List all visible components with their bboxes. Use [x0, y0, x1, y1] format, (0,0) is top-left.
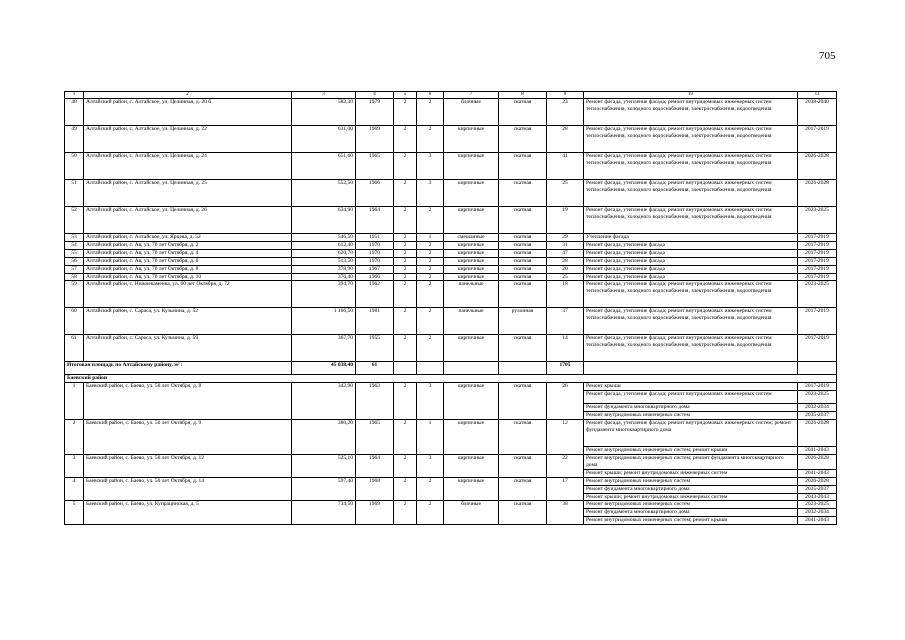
- year-cell: 1963: [356, 383, 394, 420]
- column-number-cell: 8: [499, 92, 547, 99]
- floors-cell: 2: [394, 153, 417, 180]
- floors-cell: 2: [394, 180, 417, 207]
- works-cell: Ремонт фасада, утепление фасада: [584, 273, 798, 281]
- year-cell: 1970: [356, 249, 394, 257]
- entrances-cell: 3: [417, 180, 444, 207]
- material-cell: кирпичные: [444, 454, 499, 477]
- entrances-cell: 2: [417, 335, 444, 362]
- period-cell: 2017-2019: [798, 257, 837, 265]
- works-cell: Ремонт внутридомовых инженерных систем: [584, 501, 798, 509]
- floors-cell: 2: [394, 454, 417, 477]
- address-cell: Алтайский район, с. Алтайское, ул. Целинная, д. 24: [84, 153, 292, 180]
- apartments-cell: 25: [547, 273, 584, 281]
- floors-cell: 2: [394, 241, 417, 249]
- row-number: 52: [65, 207, 84, 234]
- entrances-cell: 2: [417, 126, 444, 153]
- row-number: 57: [65, 265, 84, 273]
- address-cell: Алтайский район, с. Ая, ул. 70 лет Октября, д. 2: [84, 241, 292, 249]
- apartments-cell: 17: [547, 477, 584, 501]
- total-row: [65, 362, 837, 375]
- address-cell: Баевский район, с. Баево, ул. 50 лет Октября, д. 12: [84, 454, 292, 477]
- row-number: 4: [65, 477, 84, 501]
- roof-cell: скатная: [499, 454, 547, 477]
- column-number-cell: 11: [798, 92, 837, 99]
- roof-cell: скатная: [499, 249, 547, 257]
- works-cell: Утепление фасада: [584, 234, 798, 242]
- table-row: [65, 99, 837, 126]
- material-cell: кирпичные: [444, 126, 499, 153]
- apartments-cell: 25: [547, 180, 584, 207]
- year-cell: 1981: [356, 308, 394, 335]
- column-number-cell: 5: [394, 92, 417, 99]
- total-area: 45 038,40: [292, 362, 356, 375]
- floors-cell: 2: [394, 126, 417, 153]
- roof-cell: скатная: [499, 207, 547, 234]
- table-row: [65, 281, 837, 308]
- year-cell: 1965: [356, 420, 394, 455]
- apartments-cell: 38: [547, 501, 584, 525]
- period-cell: 2017-2019: [798, 273, 837, 281]
- year-cell: 1968: [356, 477, 394, 501]
- period-cell: 2017-2019: [798, 249, 837, 257]
- roof-cell: скатная: [499, 477, 547, 501]
- period-cell: 2043-2043: [798, 493, 837, 501]
- page-number: 705: [819, 50, 836, 62]
- row-number: 1: [65, 383, 84, 420]
- row-number: 55: [65, 249, 84, 257]
- material-cell: кирпичные: [444, 249, 499, 257]
- period-cell: 2023-2025: [798, 281, 837, 308]
- roof-cell: скатная: [499, 126, 547, 153]
- material-cell: кирпичные: [444, 335, 499, 362]
- material-cell: кирпичные: [444, 273, 499, 281]
- works-cell: Ремонт крыши; ремонт внутридомовых инженерных систем: [584, 469, 798, 477]
- period-cell: 2026-2028: [798, 477, 837, 485]
- area-cell: 378,90: [292, 265, 356, 273]
- area-cell: 634,90: [292, 207, 356, 234]
- period-cell: 2041-2043: [798, 447, 837, 455]
- year-cell: 1969: [356, 501, 394, 525]
- table-row: [65, 257, 837, 265]
- period-cell: 2035-2037: [798, 412, 837, 420]
- area-cell: 380,20: [292, 420, 356, 455]
- area-cell: 620,70: [292, 249, 356, 257]
- works-cell: Ремонт крыши: [584, 383, 798, 391]
- table-row: [65, 241, 837, 249]
- works-cell: Ремонт внутридомовых инженерных систем: [584, 477, 798, 485]
- works-cell: Ремонт фундамента многоквартирного дома: [584, 509, 798, 517]
- floors-cell: 2: [394, 383, 417, 420]
- floors-cell: 2: [394, 99, 417, 126]
- address-cell: Алтайский район, с. Алтайское, ул. Целинная, д. 22: [84, 126, 292, 153]
- works-cell: Ремонт фасада, утепление фасада; ремонт внутридомовых инженерных систем теплоснабжения, холодного водоснабжения, электроснабжения, водоотведения: [584, 335, 798, 362]
- works-cell: Ремонт фасада, утепление фасада; ремонт внутридомовых инженерных систем; ремонт фундамента многоквартирного дома: [584, 420, 798, 447]
- total-label: Итоговая площадь по Алтайскому району, м² :: [65, 362, 292, 375]
- period-cell: 2023-2025: [798, 207, 837, 234]
- period-cell: 2017-2019: [798, 241, 837, 249]
- table-row: [65, 126, 837, 153]
- period-cell: 2023-2025: [798, 391, 837, 404]
- row-number: 3: [65, 454, 84, 477]
- roof-cell: скатная: [499, 241, 547, 249]
- table-row: [65, 335, 837, 362]
- floors-cell: 2: [394, 501, 417, 525]
- year-cell: 1964: [356, 207, 394, 234]
- roof-cell: скатная: [499, 281, 547, 308]
- row-number: 51: [65, 180, 84, 207]
- entrances-cell: 2: [417, 501, 444, 525]
- address-cell: Алтайский район, с. Сараса, ул. Кузьмина, д. 52: [84, 308, 292, 335]
- entrances-cell: 2: [417, 207, 444, 234]
- floors-cell: 2: [394, 234, 417, 242]
- table-row: [65, 249, 837, 257]
- roof-cell: скатная: [499, 180, 547, 207]
- period-cell: 2026-2028: [798, 420, 837, 447]
- works-cell: Ремонт фасада, утепление фасада: [584, 241, 798, 249]
- works-cell: Ремонт внутридомовых инженерных систем; ремонт крыши: [584, 447, 798, 455]
- row-number: 2: [65, 420, 84, 455]
- material-cell: панельные: [444, 281, 499, 308]
- works-cell: Ремонт фасада, утепление фасада: [584, 249, 798, 257]
- material-cell: кирпичные: [444, 265, 499, 273]
- column-number-cell: 9: [547, 92, 584, 99]
- works-cell: Ремонт внутридомовых инженерных систем; ремонт фундамента многоквартирного дома: [584, 454, 798, 469]
- area-cell: 546,50: [292, 234, 356, 242]
- works-cell: Ремонт внутридомовых инженерных систем: [584, 412, 798, 420]
- period-cell: 2026-2028: [798, 153, 837, 180]
- roof-cell: скатная: [499, 99, 547, 126]
- year-cell: 1964: [356, 454, 394, 477]
- address-cell: Алтайский район, с. Сараса, ул. Кузьмина, д. 59: [84, 335, 292, 362]
- floors-cell: 2: [394, 477, 417, 501]
- works-cell: Ремонт крыши; ремонт внутридомовых инженерных систем: [584, 493, 798, 501]
- row-number: 56: [65, 257, 84, 265]
- material-cell: панельные: [444, 308, 499, 335]
- material-cell: смешанные: [444, 234, 499, 242]
- period-cell: 2017-2019: [798, 383, 837, 391]
- works-cell: Ремонт фундамента многоквартирного дома: [584, 404, 798, 412]
- works-cell: Ремонт фасада, утепление фасада; ремонт внутридомовых инженерных систем теплоснабжения, холодного водоснабжения, электроснабжения, водоотведения: [584, 180, 798, 207]
- row-number: 58: [65, 273, 84, 281]
- table-row: [65, 308, 837, 335]
- material-cell: кирпичные: [444, 257, 499, 265]
- works-cell: Ремонт фасада, утепление фасада: [584, 265, 798, 273]
- address-cell: Баевский район, с. Баево, ул. 50 лет Октября, д. 14: [84, 477, 292, 501]
- floors-cell: 2: [394, 257, 417, 265]
- column-number-cell: 7: [444, 92, 499, 99]
- area-cell: 1 166,50: [292, 308, 356, 335]
- period-cell: 2038-2040: [798, 99, 837, 126]
- entrances-cell: 2: [417, 257, 444, 265]
- year-cell: 1965: [356, 153, 394, 180]
- material-cell: кирпичные: [444, 420, 499, 455]
- address-cell: Алтайский район, с. Ая, ул. 70 лет Октября, д. 6: [84, 257, 292, 265]
- apartments-cell: 47: [547, 249, 584, 257]
- empty-cell: [417, 362, 444, 375]
- apartments-cell: 28: [547, 126, 584, 153]
- column-number-cell: 4: [356, 92, 394, 99]
- roof-cell: рулонная: [499, 308, 547, 335]
- year-cell: 1970: [356, 257, 394, 265]
- period-cell: 2032-2034: [798, 509, 837, 517]
- floors-cell: 2: [394, 420, 417, 455]
- table-row: [65, 207, 837, 234]
- total-houses: 61: [356, 362, 394, 375]
- period-cell: 2041-2043: [798, 469, 837, 477]
- apartments-cell: 23: [547, 99, 584, 126]
- column-number-cell: 2: [84, 92, 292, 99]
- period-cell: 2017-2019: [798, 265, 837, 273]
- works-cell: Ремонт фасада, утепление фасада; ремонт внутридомовых инженерных систем теплоснабжения, холодного водоснабжения, электроснабжения, водоотведения: [584, 99, 798, 126]
- entrances-cell: 2: [417, 308, 444, 335]
- address-cell: Алтайский район, с. Ая, ул. 70 лет Октября, д. 4: [84, 249, 292, 257]
- roof-cell: скатная: [499, 383, 547, 420]
- floors-cell: 2: [394, 265, 417, 273]
- roof-cell: скатная: [499, 257, 547, 265]
- roof-cell: скатная: [499, 501, 547, 525]
- material-cell: кирпичные: [444, 153, 499, 180]
- roof-cell: скатная: [499, 234, 547, 242]
- entrances-cell: 1: [417, 234, 444, 242]
- area-cell: 631,00: [292, 126, 356, 153]
- works-cell: Ремонт фасада, утепление фасада; ремонт внутридомовых инженерных систем теплоснабжения, холодного водоснабжения, электроснабжения, водоотведения: [584, 153, 798, 180]
- area-cell: 525,10: [292, 454, 356, 477]
- empty-cell: [499, 362, 547, 375]
- table-row: [65, 454, 837, 469]
- material-cell: блочные: [444, 501, 499, 525]
- total-apartments: 1705: [547, 362, 584, 375]
- apartments-cell: 12: [547, 420, 584, 455]
- address-cell: Баевский район, с. Баево, ул. 50 лет Октября, д. 8: [84, 383, 292, 420]
- area-cell: 582,30: [292, 99, 356, 126]
- apartments-cell: 19: [547, 207, 584, 234]
- works-cell: Ремонт фасада, утепление фасада: [584, 257, 798, 265]
- year-cell: 1969: [356, 126, 394, 153]
- row-number: 59: [65, 281, 84, 308]
- material-cell: блочные: [444, 99, 499, 126]
- address-cell: Алтайский район, с. Ая, ул. 70 лет Октября, д. 8: [84, 265, 292, 273]
- apartments-cell: 29: [547, 234, 584, 242]
- floors-cell: 2: [394, 273, 417, 281]
- row-number: 53: [65, 234, 84, 242]
- works-cell: Ремонт фасада, утепление фасада; ремонт внутридомовых инженерных систем теплоснабжения, холодного водоснабжения, электроснабжения, водоотведения: [584, 207, 798, 234]
- works-cell: Ремонт фасада, утепление фасада; ремонт внутридомовых инженерных систем теплоснабжения, холодного водоснабжения, электроснабжения, водоотведения: [584, 308, 798, 335]
- table-row: [65, 383, 837, 391]
- address-cell: Алтайский район, с. Алтайское, ул. Целинная, д. 26: [84, 207, 292, 234]
- table-row: [65, 420, 837, 447]
- empty-cell: [798, 362, 837, 375]
- entrances-cell: 2: [417, 281, 444, 308]
- entrances-cell: 2: [417, 241, 444, 249]
- works-cell: Ремонт фасада, утепление фасада; ремонт внутридомовых инженерных систем теплоснабжения, холодного водоснабжения, электроснабжения, водоотведения: [584, 281, 798, 308]
- column-number-cell: 10: [584, 92, 798, 99]
- row-number: 50: [65, 153, 84, 180]
- table-row: [65, 265, 837, 273]
- period-cell: 2032-2034: [798, 404, 837, 412]
- works-cell: Ремонт внутридомовых инженерных систем; ремонт крыши: [584, 517, 798, 525]
- column-number-cell: 1: [65, 92, 84, 99]
- area-cell: 342,90: [292, 383, 356, 420]
- address-cell: Алтайский район, с. Алтайское, ул. Целинная, д. 20 б: [84, 99, 292, 126]
- empty-cell: [394, 362, 417, 375]
- empty-cell: [444, 362, 499, 375]
- roof-cell: скатная: [499, 153, 547, 180]
- floors-cell: 2: [394, 207, 417, 234]
- year-cell: 1970: [356, 241, 394, 249]
- entrances-cell: 3: [417, 454, 444, 477]
- apartments-cell: 18: [547, 281, 584, 308]
- table-row: [65, 501, 837, 509]
- apartments-cell: 31: [547, 241, 584, 249]
- area-cell: 367,70: [292, 335, 356, 362]
- period-cell: 2023-2025: [798, 501, 837, 509]
- area-cell: 651,60: [292, 153, 356, 180]
- entrances-cell: 1: [417, 420, 444, 455]
- entrances-cell: 2: [417, 477, 444, 501]
- apartments-cell: 14: [547, 335, 584, 362]
- works-cell: Ремонт фасада, утепление фасада; ремонт внутридомовых инженерных систем: [584, 391, 798, 404]
- row-number: 54: [65, 241, 84, 249]
- row-number: 48: [65, 99, 84, 126]
- table-row: [65, 234, 837, 242]
- floors-cell: 2: [394, 308, 417, 335]
- year-cell: 1955: [356, 335, 394, 362]
- period-cell: 2017-2019: [798, 308, 837, 335]
- material-cell: кирпичные: [444, 180, 499, 207]
- roof-cell: скатная: [499, 420, 547, 455]
- period-cell: 2017-2019: [798, 234, 837, 242]
- material-cell: кирпичные: [444, 241, 499, 249]
- area-cell: 513,50: [292, 257, 356, 265]
- material-cell: кирпичные: [444, 477, 499, 501]
- address-cell: Алтайский район, с. Ая, ул. 70 лет Октября, д. 10: [84, 273, 292, 281]
- works-cell: Ремонт фасада, утепление фасада; ремонт внутридомовых инженерных систем теплоснабжения, холодного водоснабжения, электроснабжения, водоотведения: [584, 126, 798, 153]
- address-cell: Алтайский район, с. Нижнекаменка, ул. 60 лет Октября, д. 72: [84, 281, 292, 308]
- roof-cell: скатная: [499, 265, 547, 273]
- area-cell: 734,50: [292, 501, 356, 525]
- material-cell: кирпичные: [444, 207, 499, 234]
- register-table: [64, 91, 837, 525]
- section-header: Баевский район: [65, 375, 837, 383]
- address-cell: Баевский район, с. Баево, ул. 50 лет Октября, д. 9: [84, 420, 292, 455]
- period-cell: 2017-2019: [798, 126, 837, 153]
- period-cell: 2026-2028: [798, 454, 837, 469]
- empty-cell: [584, 362, 798, 375]
- material-cell: кирпичные: [444, 383, 499, 420]
- apartments-cell: 20: [547, 265, 584, 273]
- area-cell: 612,40: [292, 241, 356, 249]
- entrances-cell: 3: [417, 153, 444, 180]
- entrances-cell: 2: [417, 265, 444, 273]
- year-cell: 1967: [356, 265, 394, 273]
- year-cell: 1951: [356, 234, 394, 242]
- roof-cell: скатная: [499, 335, 547, 362]
- apartments-cell: 22: [547, 454, 584, 477]
- year-cell: 1966: [356, 180, 394, 207]
- apartments-cell: 41: [547, 153, 584, 180]
- period-cell: 2035-2037: [798, 485, 837, 493]
- section-header-row: [65, 375, 837, 383]
- row-number: 49: [65, 126, 84, 153]
- row-number: 61: [65, 335, 84, 362]
- works-cell: Ремонт фундамента многоквартирного дома: [584, 485, 798, 493]
- floors-cell: 2: [394, 249, 417, 257]
- floors-cell: 2: [394, 281, 417, 308]
- area-cell: 552,50: [292, 180, 356, 207]
- table-row: [65, 273, 837, 281]
- table-row: [65, 153, 837, 180]
- period-cell: 2026-2028: [798, 180, 837, 207]
- entrances-cell: 3: [417, 383, 444, 420]
- entrances-cell: 2: [417, 273, 444, 281]
- table-row: [65, 477, 837, 485]
- address-cell: Баевский район, с. Баево, ул. Купрацинская, д. 5: [84, 501, 292, 525]
- area-cell: 597,40: [292, 477, 356, 501]
- address-cell: Алтайский район, с. Алтайское, ул. Целинная, д. 25: [84, 180, 292, 207]
- table-row: [65, 180, 837, 207]
- column-number-cell: 3: [292, 92, 356, 99]
- area-cell: 376,40: [292, 273, 356, 281]
- row-number: 5: [65, 501, 84, 525]
- entrances-cell: 2: [417, 249, 444, 257]
- year-cell: 1962: [356, 281, 394, 308]
- period-cell: 2041-2043: [798, 517, 837, 525]
- entrances-cell: 2: [417, 99, 444, 126]
- column-number-row: [65, 92, 837, 99]
- apartments-cell: 37: [547, 308, 584, 335]
- apartments-cell: 28: [547, 257, 584, 265]
- year-cell: 1979: [356, 99, 394, 126]
- area-cell: 394,70: [292, 281, 356, 308]
- address-cell: Алтайский район, с. Алтайское, ул. Ярцева, д. 52: [84, 234, 292, 242]
- apartments-cell: 26: [547, 383, 584, 420]
- period-cell: 2017-2019: [798, 335, 837, 362]
- floors-cell: 2: [394, 335, 417, 362]
- column-number-cell: 6: [417, 92, 444, 99]
- row-number: 60: [65, 308, 84, 335]
- year-cell: 1966: [356, 273, 394, 281]
- roof-cell: скатная: [499, 273, 547, 281]
